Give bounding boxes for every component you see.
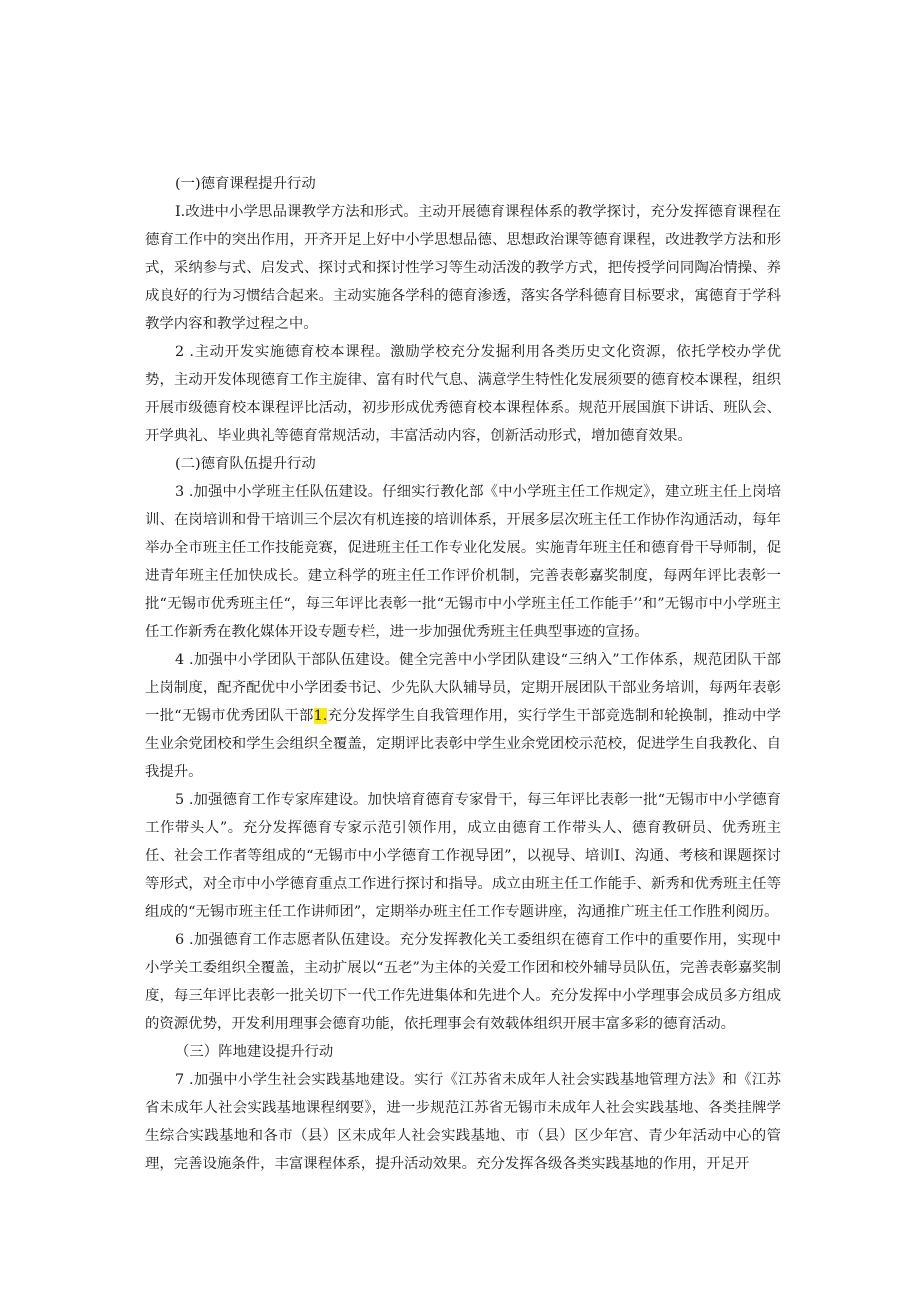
- paragraph-number: 5 .: [175, 792, 194, 808]
- section-heading-1: (一)德育课程提升行动: [175, 176, 316, 192]
- paragraph-text: 主动开发实施德育校本课程。激励学校充分发掘利用各类历史文化资源，依托学校办学优势，主动开发体现德育工作主旋律、富有时代气息、满意学生特性化发展须要的德育校本课程，组织开展市级德育校本课程评比活动，初步形成优秀德育校本课程体系。规范开展国旗下讲话、班队会、开学典礼、毕业典礼等德育常规活动，丰富活动内容，创新活动形式，增加德育效果。: [145, 344, 781, 444]
- paragraph-text: 加强德育工作志愿者队伍建设。充分发挥教化关工委组织在德育工作中的重要作用，实现中小学关工委组织全覆盖，主动扩展以“五老”为主体的关爱工作团和校外辅导员队伍，完善表彰嘉奖制度，每三年评比表彰一批关切下一代工作先进集体和先进个人。充分发挥中小学理事会成员多方组成的资源优势，开发利用理事会德育功能，依托理事会有效载体组织开展丰富多彩的德育活动。: [145, 932, 781, 1032]
- paragraph-number: 7 .: [175, 1072, 194, 1088]
- highlight-mark: 1.: [313, 708, 328, 724]
- paragraph-1: [145, 198, 781, 338]
- paragraph-6: [145, 926, 781, 1038]
- paragraph-text-after: 充分发挥学生自我管理作用，实行学生干部竞选制和轮换制，推动中学生业余党团校和学生会组织全覆盖，定期评比表彰中学生业余党团校示范校，促进学生自我教化、自我提升。: [145, 708, 781, 780]
- paragraph-3: [145, 478, 781, 646]
- paragraph-number: 3 .: [175, 484, 194, 500]
- document-body: [145, 170, 781, 1178]
- paragraph-number: 2 .: [175, 344, 194, 360]
- paragraph-2: [145, 338, 781, 450]
- paragraph-number: 4 .: [175, 652, 194, 668]
- paragraph-text: 加强中小学生社会实践基地建设。实行《江苏省未成年人社会实践基地管理方法》和《江苏省未成年人社会实践基地课程纲要》，进一步规范江苏省无锡市未成年人社会实践基地、各类挂牌学生综合实践基地和各市（县）区未成年人社会实践基地、市（县）区少年宫、青少年活动中心的管理，完善设施条件，丰富课程体系，提升活动效果。充分发挥各级各类实践基地的作用，开足开: [145, 1072, 781, 1172]
- paragraph-text-before: 加强中小学团队干部队伍建设。健全完善中小学团队建设“三纳入”工作体系，规范团队干部上岗制度，配齐配优中小学团委书记、少先队大队辅导员，定期开展团队干部业务培训，每两年表彰一批“无锡市优秀团队干部: [145, 652, 781, 724]
- paragraph-text: 加强中小学班主任队伍建设。仔细实行教化部《中小学班主任工作规定》，建立班主任上岗培训、在岗培训和骨干培训三个层次有机连接的培训体系，开展多层次班主任工作协作沟通活动，每年举办全市班主任工作技能竞赛，促进班主任工作专业化发展。实施青年班主任和德育骨干导师制，促进青年班主任加快成长。建立科学的班主任工作评价机制，完善表彰嘉奖制度，每两年评比表彰一批“无锡市优秀班主任“，每三年评比表彰一批“无锡市中小学班主任工作能手’’和”无锡市中小学班主任工作新秀在教化媒体开设专题专栏，进一步加强优秀班主任典型事迹的宣扬。: [145, 484, 781, 640]
- section-heading-2: (二)德育队伍提升行动: [175, 456, 316, 472]
- paragraph-number: 6 .: [175, 932, 194, 948]
- paragraph-text: 加强德育工作专家库建设。加快培育德育专家骨干，每三年评比表彰一批“无锡市中小学德育工作带头人”。充分发挥德育专家示范引领作用，成立由德育工作带头人、德育教研员、优秀班主任、社会工作者等组成的“无锡市中小学德育工作视导团”，以视导、培训I、沟通、考核和课题探讨等形式，对全市中小学德育重点工作进行探讨和指导。成立由班主任工作能手、新秀和优秀班主任等组成的“无锡市班主任工作讲师团”，定期举办班主任工作专题讲座，沟通推广班主任工作胜利阅历。: [145, 792, 781, 920]
- paragraph-text: 改进中小学思品课教学方法和形式。主动开展德育课程体系的教学探讨，充分发挥德育课程在德育工作中的突出作用，开齐开足上好中小学思想品德、思想政治课等德育课程，改进教学方法和形式，采纳参与式、启发式、探讨式和探讨性学习等生动活泼的教学方式，把传授学问同陶冶情操、养成良好的行为习惯结合起来。主动实施各学科的德育渗透，落实各学科德育目标要求，寓德育于学科教学内容和教学过程之中。: [145, 204, 781, 332]
- paragraph-7: [145, 1066, 781, 1178]
- paragraph-number: I.: [175, 204, 186, 220]
- section-heading-3: （三）阵地建设提升行动: [175, 1044, 334, 1060]
- paragraph-4: [145, 646, 781, 786]
- paragraph-5: [145, 786, 781, 926]
